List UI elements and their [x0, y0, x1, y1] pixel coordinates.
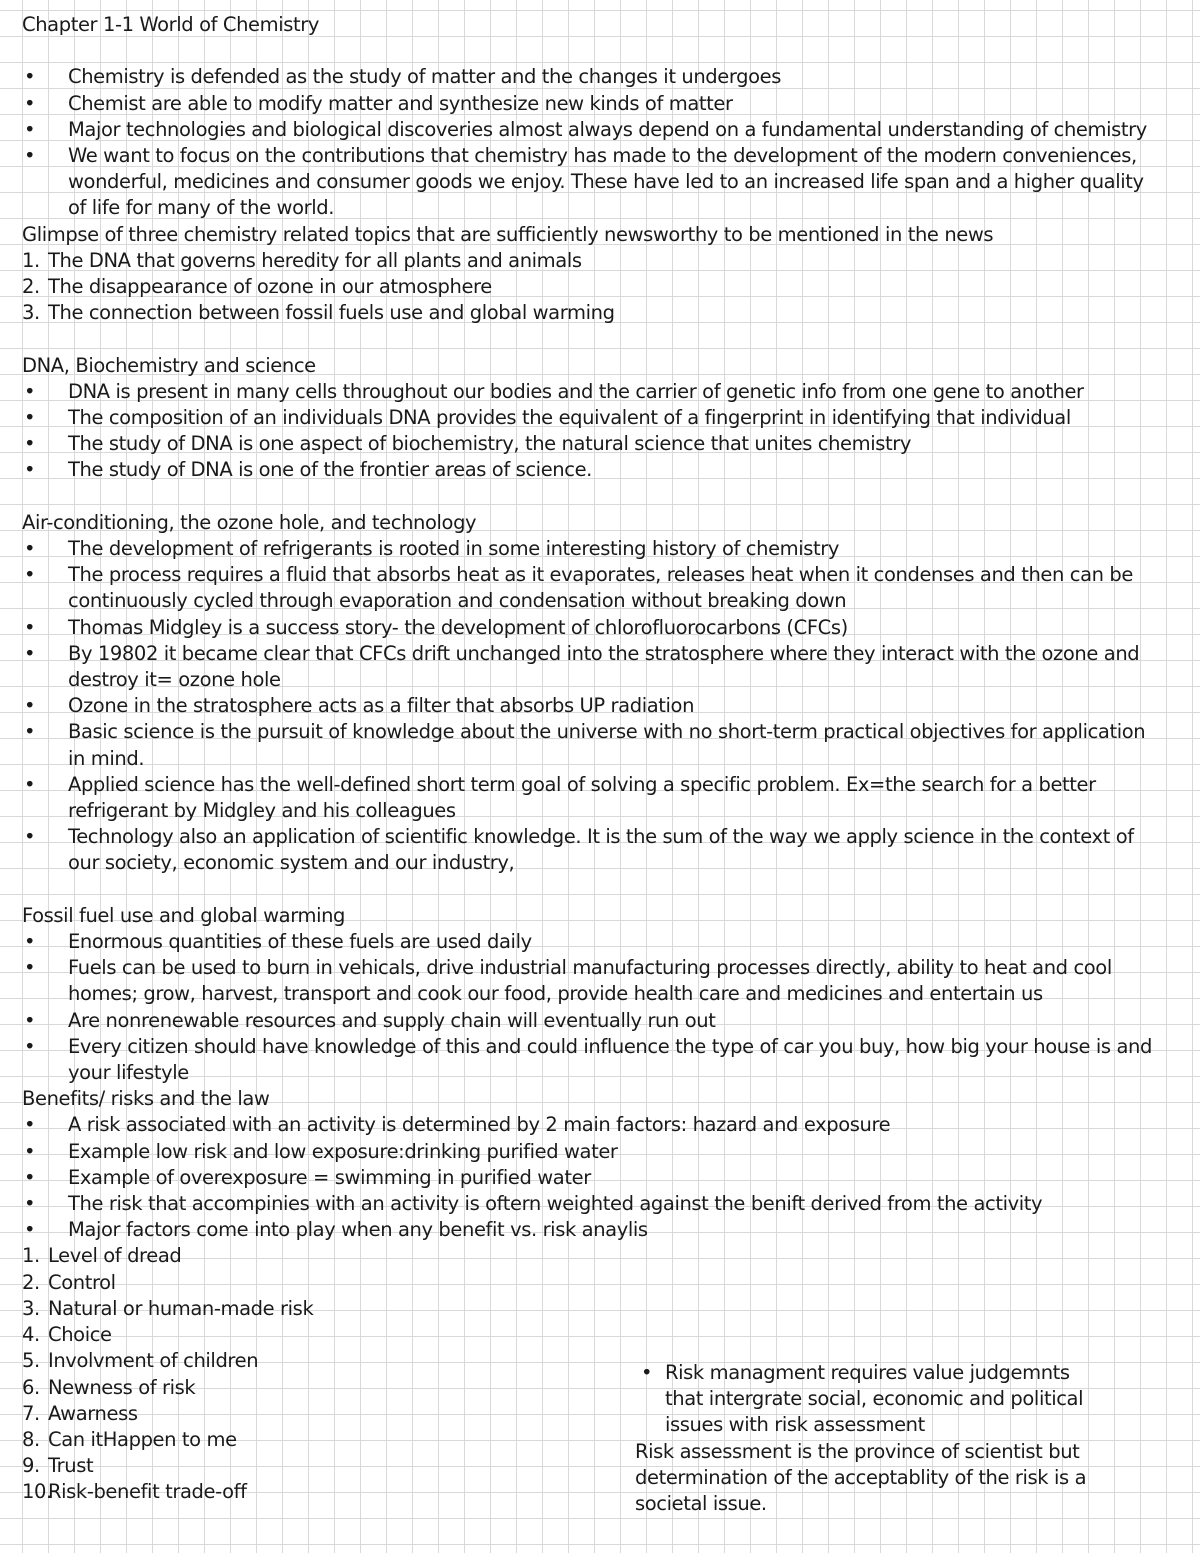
- item-text: • Example of overexposure = swimming in purified water: [68, 1165, 591, 1189]
- list-item: 3. The connection between fossil fuels use and global warming: [22, 300, 1152, 326]
- list-item: [22, 431, 1152, 457]
- item-text: Awarness: [48, 1401, 138, 1425]
- list-item: 3. Natural or human-made risk: [22, 1296, 1152, 1322]
- list-item: 4. Choice: [22, 1322, 1152, 1348]
- list-item: [22, 536, 1152, 562]
- list-item: [22, 693, 1152, 719]
- list-item: [22, 1112, 1152, 1138]
- item-text: The DNA that governs heredity for all plants and animals: [48, 248, 582, 272]
- list-item: [22, 117, 1152, 143]
- fossil-list: [22, 929, 1152, 1086]
- list-item: 1. Level of dread: [22, 1243, 1152, 1269]
- item-text: • A risk associated with an activity is determined by 2 main factors: hazard and exposure: [68, 1113, 891, 1137]
- list-item: 7. Awarness: [22, 1401, 1152, 1427]
- list-item: 6. Newness of risk: [22, 1375, 1152, 1401]
- item-text: • By 19802 it became clear that CFCs drift unchanged into the stratosphere where they interact with the ozone and destroy it= ozone hole: [68, 641, 1140, 692]
- item-text: • DNA is present in many cells throughout our bodies and the carrier of genetic info from one gene to another: [68, 379, 1084, 403]
- list-item: [22, 1217, 1152, 1243]
- list-item: [22, 143, 1152, 222]
- list-item: [22, 1008, 1152, 1034]
- list-item: [22, 955, 1152, 1007]
- item-text: Level of dread: [48, 1244, 182, 1268]
- item-text: • Applied science has the well-defined short term goal of solving a specific problem. Ex=the search for a better refrigerant by Midgley and his colleagues: [68, 772, 1096, 823]
- list-item: [22, 405, 1152, 431]
- item-text: • The risk that accompinies with an activity is oftern weighted against the benift derived from the activity: [68, 1192, 1043, 1216]
- list-item: [22, 1139, 1152, 1165]
- item-text: Control: [48, 1270, 116, 1294]
- list-item: [22, 1165, 1152, 1191]
- benefits-list: [22, 1112, 1152, 1243]
- list-item: [22, 457, 1152, 483]
- item-text: • The study of DNA is one aspect of biochemistry, the natural science that unites chemistry: [68, 432, 912, 456]
- page-title: Chapter 1-1 World of Chemistry: [22, 13, 320, 36]
- item-text: Trust: [48, 1454, 94, 1478]
- item-text: Can itHappen to me: [48, 1427, 237, 1451]
- item-text: • Every citizen should have knowledge of this and could influence the type of car you buy, how big your house is and your lifestyle: [68, 1034, 1152, 1085]
- list-item: 8. Can itHappen to me: [22, 1427, 1152, 1453]
- list-item: [22, 64, 1152, 90]
- aside-note: Risk assessment is the province of scientist but determination of the acceptablity of the risk is a societal issue.: [635, 1439, 1087, 1516]
- risk-management-note: [635, 1360, 1105, 1517]
- list-item: 10. Risk-benefit trade-off: [22, 1479, 1152, 1505]
- glimpse-list: [22, 248, 1152, 327]
- intro-list: [22, 64, 1152, 221]
- item-text: Choice: [48, 1323, 112, 1347]
- aside-bullet: • Risk managment requires value judgemnts that intergrate social, economic and political issues with risk assessment: [635, 1360, 1105, 1439]
- item-text: • Basic science is the pursuit of knowledge about the universe with no short-term practical objectives for application in mind.: [68, 720, 1146, 770]
- list-item: [22, 772, 1152, 824]
- item-text: • Technology also an application of scientific knowledge. It is the sum of the way we apply science in the context of our society, economic system and our industry,: [68, 825, 1134, 875]
- section-heading-fossil: Fossil fuel use and global warming: [22, 903, 346, 927]
- list-item: [22, 379, 1152, 405]
- list-item: [22, 1034, 1152, 1086]
- item-text: • Fuels can be used to burn in vehicals, drive industrial manufacturing processes directly, ability to heat and cool homes; grow, harvest, transport and cook our food, provide health care and medicines and entertain us: [68, 956, 1112, 1006]
- list-item: [22, 615, 1152, 641]
- list-item: 2. The disappearance of ozone in our atmosphere: [22, 274, 1152, 300]
- item-text: • The study of DNA is one of the frontier areas of science.: [68, 458, 592, 482]
- list-item: [22, 824, 1152, 876]
- section-heading-glimpse: Glimpse of three chemistry related topics that are sufficiently newsworthy to be mentioned in the news: [22, 222, 994, 246]
- item-text: • Example low risk and low exposure:drinking purified water: [68, 1139, 618, 1163]
- item-text: • Thomas Midgley is a success story- the development of chlorofluorocarbons (CFCs): [68, 615, 848, 639]
- list-item: [22, 562, 1152, 614]
- dna-list: [22, 379, 1152, 484]
- item-text: • Are nonrenewable resources and supply chain will eventually run out: [68, 1008, 716, 1032]
- item-text: Involvment of children: [48, 1349, 259, 1373]
- item-text: The connection between fossil fuels use and global warming: [48, 301, 615, 325]
- item-text: • Chemist are able to modify matter and synthesize new kinds of matter: [68, 91, 733, 115]
- item-text: Newness of risk: [48, 1375, 196, 1399]
- list-item: [22, 929, 1152, 955]
- item-text: • The development of refrigerants is rooted in some interesting history of chemistry: [68, 537, 840, 561]
- item-text: Risk-benefit trade-off: [48, 1480, 247, 1504]
- item-text: • The process requires a fluid that absorbs heat as it evaporates, releases heat when it condenses and then can be continuously cycled through evaporation and condensation without breaking down: [68, 563, 1133, 613]
- list-item: [22, 1191, 1152, 1217]
- list-item: [22, 91, 1152, 117]
- item-text: • The composition of an individuals DNA provides the equivalent of a fingerprint in identifying that individual: [68, 406, 1071, 430]
- item-text: The disappearance of ozone in our atmosphere: [48, 275, 492, 299]
- item-text: • Enormous quantities of these fuels are used daily: [68, 930, 532, 954]
- air-list: [22, 536, 1152, 877]
- item-text: • Chemistry is defended as the study of matter and the changes it undergoes: [68, 65, 782, 89]
- list-item: [22, 719, 1152, 771]
- list-item: 9. Trust: [22, 1453, 1152, 1479]
- item-text: • We want to focus on the contributions that chemistry has made to the development of the modern conveniences, wonderful, medicines and consumer goods we enjoy. These have led to an increased life span and a higher quality of life for many of the world.: [68, 144, 1144, 220]
- list-item: 5. Involvment of children: [22, 1348, 1152, 1374]
- list-item: 2. Control: [22, 1270, 1152, 1296]
- item-text: • Major factors come into play when any benefit vs. risk anaylis: [68, 1218, 648, 1242]
- item-text: Natural or human-made risk: [48, 1296, 314, 1320]
- section-heading-dna: DNA, Biochemistry and science: [22, 353, 316, 377]
- section-heading-air: Air-conditioning, the ozone hole, and technology: [22, 510, 477, 534]
- section-heading-benefits: Benefits/ risks and the law: [22, 1087, 270, 1111]
- item-text: • Ozone in the stratosphere acts as a filter that absorbs UP radiation: [68, 694, 695, 718]
- item-text: • Major technologies and biological discoveries almost always depend on a fundamental understanding of chemistry: [68, 117, 1147, 141]
- list-item: [22, 641, 1152, 693]
- notes-page: [22, 12, 1152, 1506]
- list-item: 1. The DNA that governs heredity for all plants and animals: [22, 248, 1152, 274]
